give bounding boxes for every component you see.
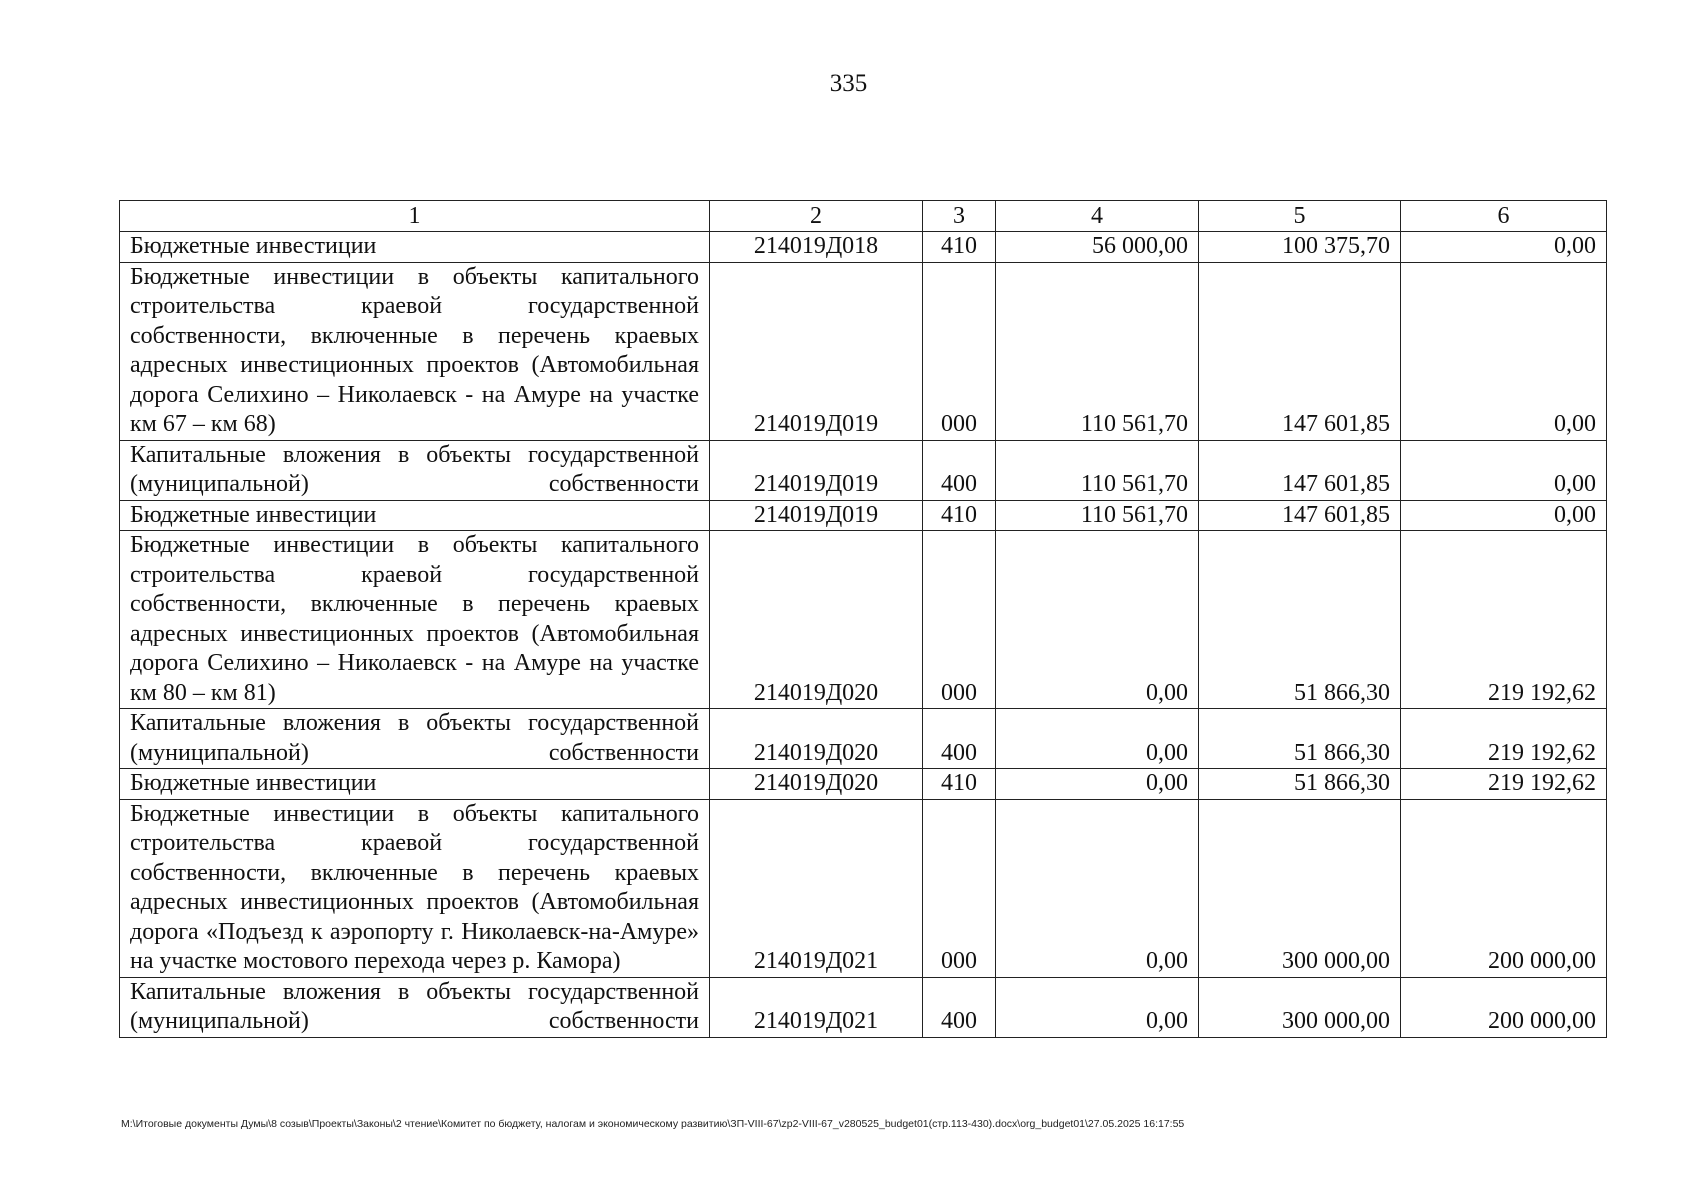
- row-amount-6: 219 192,62: [1401, 531, 1607, 709]
- row-name: Бюджетные инвестиции в объекты капитального строительства краевой государственной собственности, включенные в перечень краевых адресных инвестиционных проектов (Автомобильная дорога Селихино – Николаевск - на Амуре на участке км 80 – км 81): [120, 531, 710, 709]
- row-target-code: 214019Д020: [710, 769, 923, 800]
- row-target-code: 214019Д019: [710, 440, 923, 500]
- row-name: Бюджетные инвестиции: [120, 769, 710, 800]
- column-number-6: 6: [1401, 201, 1607, 232]
- row-amount-5: 300 000,00: [1199, 977, 1401, 1037]
- row-amount-6: 0,00: [1401, 500, 1607, 531]
- row-amount-5: 51 866,30: [1199, 709, 1401, 769]
- row-target-code: 214019Д019: [710, 500, 923, 531]
- column-number-4: 4: [996, 201, 1199, 232]
- column-number-2: 2: [710, 201, 923, 232]
- column-number-1: 1: [120, 201, 710, 232]
- row-amount-5: 300 000,00: [1199, 799, 1401, 977]
- row-amount-5: 147 601,85: [1199, 500, 1401, 531]
- table-row: [120, 799, 1607, 977]
- row-amount-6: 219 192,62: [1401, 709, 1607, 769]
- row-expense-type: 400: [923, 440, 996, 500]
- row-amount-5: 51 866,30: [1199, 769, 1401, 800]
- row-amount-6: 0,00: [1401, 440, 1607, 500]
- column-number-5: 5: [1199, 201, 1401, 232]
- row-amount-4: 0,00: [996, 769, 1199, 800]
- row-amount-4: 0,00: [996, 531, 1199, 709]
- table-row: [120, 531, 1607, 709]
- row-target-code: 214019Д020: [710, 531, 923, 709]
- row-amount-5: 147 601,85: [1199, 262, 1401, 440]
- page-number: 335: [829, 70, 868, 97]
- row-target-code: 214019Д020: [710, 709, 923, 769]
- row-expense-type: 410: [923, 500, 996, 531]
- row-name: Бюджетные инвестиции: [120, 232, 710, 263]
- row-amount-5: 51 866,30: [1199, 531, 1401, 709]
- row-name: Капитальные вложения в объекты государственной (муниципальной) собственности: [120, 709, 710, 769]
- row-amount-5: 147 601,85: [1199, 440, 1401, 500]
- row-target-code: 214019Д021: [710, 799, 923, 977]
- row-expense-type: 410: [923, 769, 996, 800]
- row-amount-6: 200 000,00: [1401, 799, 1607, 977]
- row-name: Капитальные вложения в объекты государственной (муниципальной) собственности: [120, 440, 710, 500]
- row-amount-4: 110 561,70: [996, 500, 1199, 531]
- row-name: Бюджетные инвестиции: [120, 500, 710, 531]
- row-expense-type: 000: [923, 799, 996, 977]
- row-name: Бюджетные инвестиции в объекты капитального строительства краевой государственной собственности, включенные в перечень краевых адресных инвестиционных проектов (Автомобильная дорога «Подъезд к аэропорту г. Николаевск-на-Амуре» на участке мостового перехода через р. Камора): [120, 799, 710, 977]
- row-expense-type: 000: [923, 262, 996, 440]
- row-target-code: 214019Д021: [710, 977, 923, 1037]
- row-name: Бюджетные инвестиции в объекты капитального строительства краевой государственной собственности, включенные в перечень краевых адресных инвестиционных проектов (Автомобильная дорога Селихино – Николаевск - на Амуре на участке км 67 – км 68): [120, 262, 710, 440]
- row-amount-4: 0,00: [996, 799, 1199, 977]
- column-number-3: 3: [923, 201, 996, 232]
- table-row: [120, 232, 1607, 263]
- row-amount-4: 0,00: [996, 709, 1199, 769]
- table-row: [120, 709, 1607, 769]
- row-expense-type: 400: [923, 709, 996, 769]
- row-amount-5: 100 375,70: [1199, 232, 1401, 263]
- table-row: [120, 977, 1607, 1037]
- row-amount-4: 110 561,70: [996, 440, 1199, 500]
- row-target-code: 214019Д019: [710, 262, 923, 440]
- row-expense-type: 400: [923, 977, 996, 1037]
- row-amount-6: 0,00: [1401, 232, 1607, 263]
- row-amount-4: 0,00: [996, 977, 1199, 1037]
- table-row: [120, 769, 1607, 800]
- budget-table: [119, 200, 1607, 1038]
- row-expense-type: 000: [923, 531, 996, 709]
- row-amount-6: 200 000,00: [1401, 977, 1607, 1037]
- row-amount-4: 110 561,70: [996, 262, 1199, 440]
- footer-file-path: M:\Итоговые документы Думы\8 созыв\Проекты\Законы\2 чтение\Комитет по бюджету, налогам и экономическому развитию\ЗП-VIII-67\zp2-VIII-67_v280525_budget01(стр.113-430).docx\org_budget01\27.05.2025 16:17:55: [121, 1118, 1185, 1130]
- row-target-code: 214019Д018: [710, 232, 923, 263]
- row-expense-type: 410: [923, 232, 996, 263]
- row-amount-6: 219 192,62: [1401, 769, 1607, 800]
- table-row: [120, 262, 1607, 440]
- row-name: Капитальные вложения в объекты государственной (муниципальной) собственности: [120, 977, 710, 1037]
- row-amount-6: 0,00: [1401, 262, 1607, 440]
- table-row: [120, 500, 1607, 531]
- table-header-row: [120, 201, 1607, 232]
- table-row: [120, 440, 1607, 500]
- row-amount-4: 56 000,00: [996, 232, 1199, 263]
